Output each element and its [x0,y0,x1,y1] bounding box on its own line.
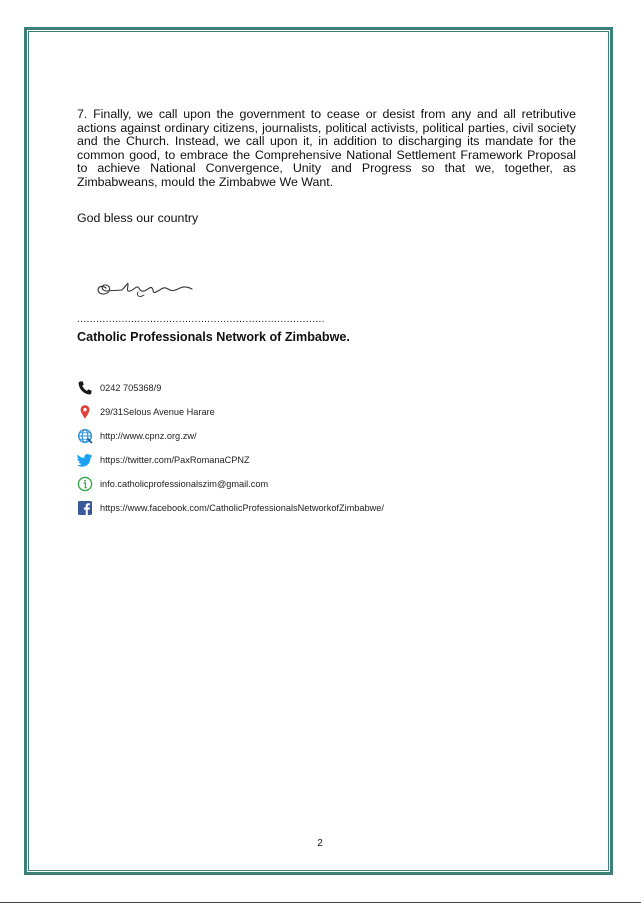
twitter-link[interactable]: https://twitter.com/PaxRomanaCPNZ [100,455,250,465]
street-address: 29/31Selous Avenue Harare [100,407,215,417]
signature-dotted-line: .............................................................................. [77,314,325,325]
contact-address [77,404,215,420]
facebook-link[interactable]: https://www.facebook.com/CatholicProfessionalsNetworkofZimbabwe/ [100,503,384,513]
globe-icon [77,428,93,444]
info-icon [77,476,93,492]
page-number: 2 [317,838,323,849]
contact-website [77,428,197,444]
page-bottom-rule [0,902,641,903]
closing-paragraph: 7. Finally, we call upon the government to cease or desist from any and all retributive actions against ordinary citizens, journalists, political activists, political parties, civil society and the Church. Instead, we call upon it, in addition to discharging its mandate for the common good, to embrace the Comprehensive National Settlement Framework Proposal to achieve National Convergence, Unity and Progress so that we, together, as Zimbabweans, mould the Zimbabwe We Want. [77,107,576,189]
signature-image [92,272,202,302]
contact-phone [77,380,161,396]
location-pin-icon [77,404,93,420]
website-link[interactable]: http://www.cpnz.org.zw/ [100,431,197,441]
facebook-icon [77,500,93,516]
phone-number: 0242 705368/9 [100,383,162,393]
twitter-icon [77,452,93,468]
contact-twitter [77,452,250,468]
email-address[interactable]: info.catholicprofessionalszim@gmail.com [100,479,269,489]
organization-name: Catholic Professionals Network of Zimbabwe. [77,330,350,344]
blessing-line: God bless our country [77,211,199,225]
phone-icon [77,380,93,396]
contact-email [77,476,268,492]
contact-facebook [77,500,384,516]
